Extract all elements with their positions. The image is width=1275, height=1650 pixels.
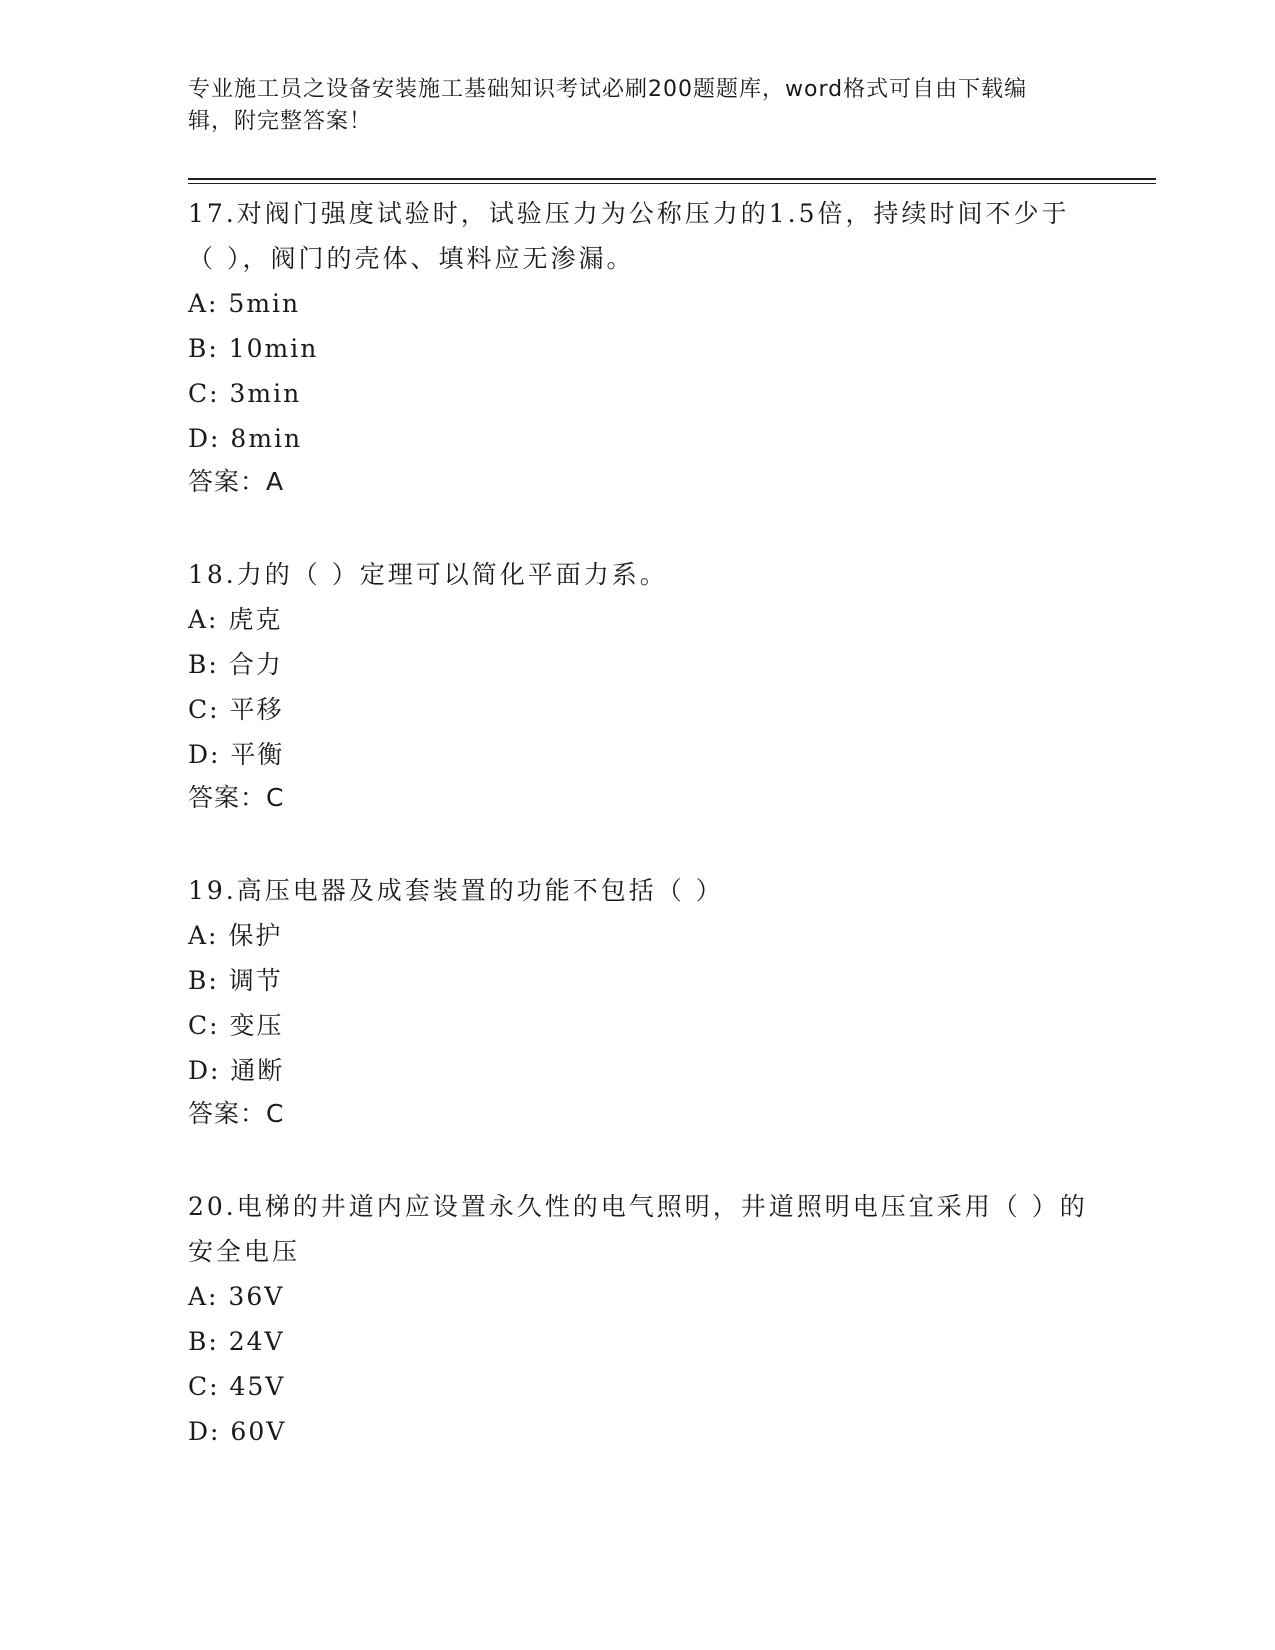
- option-c: C: 45V: [188, 1372, 286, 1401]
- answer-label: 答案：C: [188, 783, 285, 812]
- question-19: [188, 867, 1088, 1135]
- answer-label: 答案：A: [188, 467, 285, 496]
- question-stem: 17.对阀门强度试验时，试验压力为公称压力的1.5倍，持续时间不少于（ ），阀门的壳体、填料应无渗漏。: [188, 199, 1070, 273]
- option-d: D: 60V: [188, 1417, 287, 1446]
- document-header-title: 专业施工员之设备安装施工基础知识考试必刷200题题库，word格式可自由下载编辑，附完整答案！: [188, 77, 1028, 134]
- option-d: D: 8min: [188, 424, 303, 453]
- question-spacer: [188, 503, 1088, 551]
- option-b: B: 10min: [188, 334, 319, 363]
- option-c: C: 平移: [188, 695, 284, 724]
- option-a: A: 36V: [188, 1282, 285, 1311]
- header-divider-thick: [188, 178, 1156, 180]
- option-a: A: 虎克: [188, 605, 283, 634]
- answer-label: 答案：C: [188, 1099, 285, 1128]
- option-b: B: 24V: [188, 1327, 285, 1356]
- question-spacer: [188, 1135, 1088, 1183]
- option-c: C: 3min: [188, 379, 302, 408]
- option-a: A: 保护: [188, 921, 283, 950]
- question-18: [188, 551, 1088, 819]
- option-d: D: 平衡: [188, 740, 285, 769]
- question-stem: 19.高压电器及成套装置的功能不包括（ ）: [188, 876, 724, 905]
- question-stem: 18.力的（ ）定理可以简化平面力系。: [188, 560, 668, 589]
- question-17: [188, 190, 1088, 503]
- question-spacer: [188, 819, 1088, 867]
- question-20: [188, 1183, 1088, 1454]
- option-a: A: 5min: [188, 289, 301, 318]
- question-list: [188, 190, 1088, 1454]
- option-b: B: 合力: [188, 650, 283, 679]
- option-b: B: 调节: [188, 966, 283, 995]
- header-divider-thin: [188, 183, 1156, 184]
- option-c: C: 变压: [188, 1011, 284, 1040]
- option-d: D: 通断: [188, 1056, 285, 1085]
- question-stem: 20.电梯的井道内应设置永久性的电气照明，井道照明电压宜采用（ ）的安全电压: [188, 1192, 1088, 1266]
